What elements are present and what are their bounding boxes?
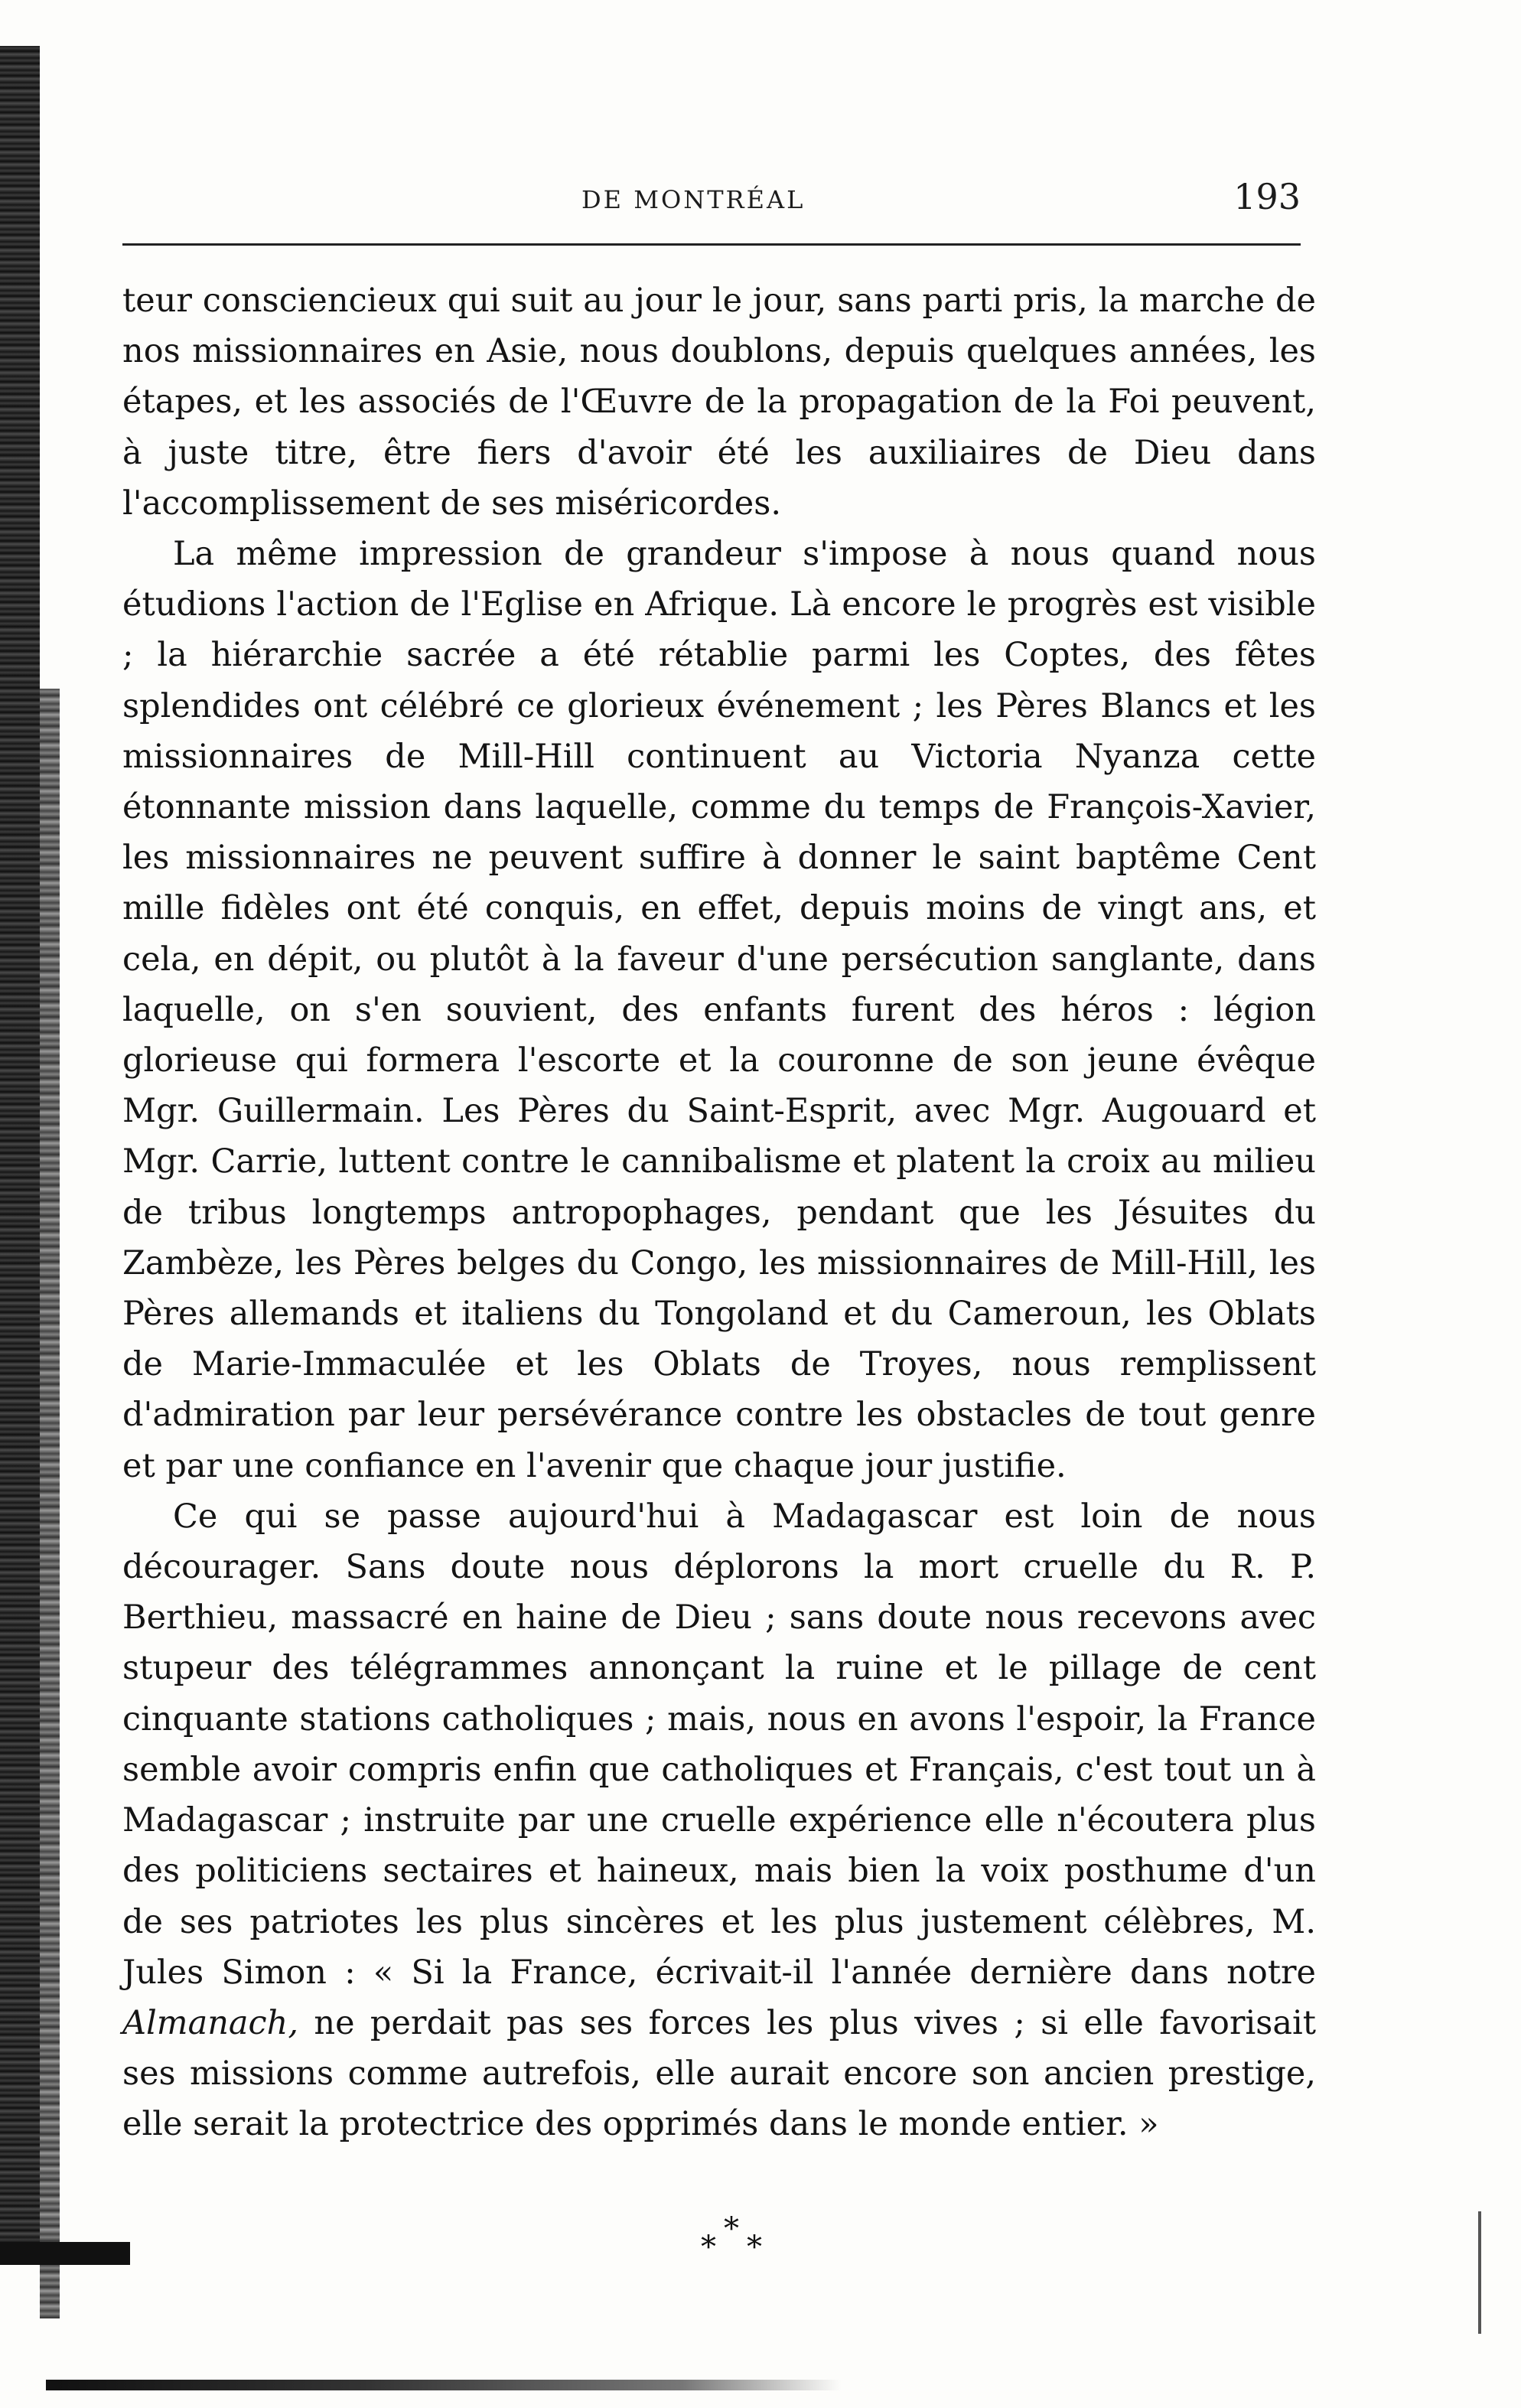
running-title: DE MONTRÉAL xyxy=(581,185,806,214)
body-text xyxy=(122,275,1316,2150)
running-head xyxy=(122,176,1301,222)
scan-right-mark xyxy=(1478,2211,1481,2334)
paragraph-3-start: Ce qui se passe aujourd'hui à Madagascar est loin de nous décourager. Sans doute nous déplorons la mort cruelle du R. P. Berthieu, massacré en haine de Dieu ; sans doute nous recevons avec stupeur des télégrammes annonçant la ruine et le pillage de cent cinquante stations catholiques ; mais, nous en avons l'espoir, la France semble avoir compris enfin que catholiques et Français, c'est tout un à Madagascar ; instruite par une cruelle expérience elle n'écoutera plus des politiciens sectaires et haineux, mais bien la voix posthume d'un de ses patriotes les plus sincères et les plus justement célèbres, M. Jules Simon : « Si la France, écrivait-il l'année dernière dans notre xyxy=(122,1497,1316,1992)
asterism-ornament xyxy=(689,2211,780,2273)
paragraph-3 xyxy=(122,1491,1316,2150)
scan-bottom-edge xyxy=(46,2380,842,2390)
paragraph-2: La même impression de grandeur s'impose à nous quand nous étudions l'action de l'Eglise en Afrique. Là encore le progrès est visible ; la hiérarchie sacrée a été rétablie parmi les Coptes, des fêtes splendides ont célébré ce glorieux événement ; les Pères Blancs et les missionnaires de Mill-Hill continuent au Victoria Nyanza cette étonnante mission dans laquelle, comme du temps de François-Xavier, les missionnaires ne peuvent suffire à donner le saint baptême Cent mille fidèles ont été conquis, en effet, depuis moins de vingt ans, et cela, en dépit, ou plutôt à la faveur d'une persécution sanglante, dans laquelle, on s'en souvient, des enfants furent des héros : légion glorieuse qui formera l'escorte et la couronne de son jeune évêque Mgr. Guillermain. Les Pères du Saint-Esprit, avec Mgr. Augouard et Mgr. Carrie, luttent contre le cannibalisme et platent la croix au milieu de tribus longtemps antropophages, pendant que les Jésuites du Zambèze, les Pères belges du Congo, les missionnaires de Mill-Hill, les Pères allemands et italiens du Tongoland et du Cameroun, les Oblats de Marie-Immaculée et les Oblats de Troyes, nous remplissent d'admiration par leur persévérance contre les obstacles de tout genre et par une confiance en l'avenir que chaque jour justifie. xyxy=(122,535,1316,1485)
asterism-star-right: * xyxy=(747,2230,762,2265)
almanach-title: Almanach, xyxy=(122,2003,298,2042)
scan-edge-strip xyxy=(0,2242,130,2265)
paragraph-3-end: ne perdait pas ses forces les plus vives ; si elle favorisait ses missions comme autrefois, elle aurait encore son ancien prestige, elle serait la protectrice des opprimés dans le monde entier. » xyxy=(122,2003,1316,2144)
scan-binding-edge xyxy=(0,46,40,2250)
paragraph-1: teur consciencieux qui suit au jour le jour, sans parti pris, la marche de nos missionnaires en Asie, nous doublons, depuis quelques années, les étapes, et les associés de l'Œuvre de la propagation de la Foi peuvent, à juste titre, être fiers d'avoir été les auxiliaires de Dieu dans l'accomplissement de ses miséricordes. xyxy=(122,282,1316,523)
page-number: 193 xyxy=(1233,176,1301,217)
asterism-star-left: * xyxy=(701,2230,716,2265)
header-rule xyxy=(122,243,1301,246)
scan-binding-shadow xyxy=(40,689,60,2318)
asterism-star-top: * xyxy=(724,2211,739,2247)
